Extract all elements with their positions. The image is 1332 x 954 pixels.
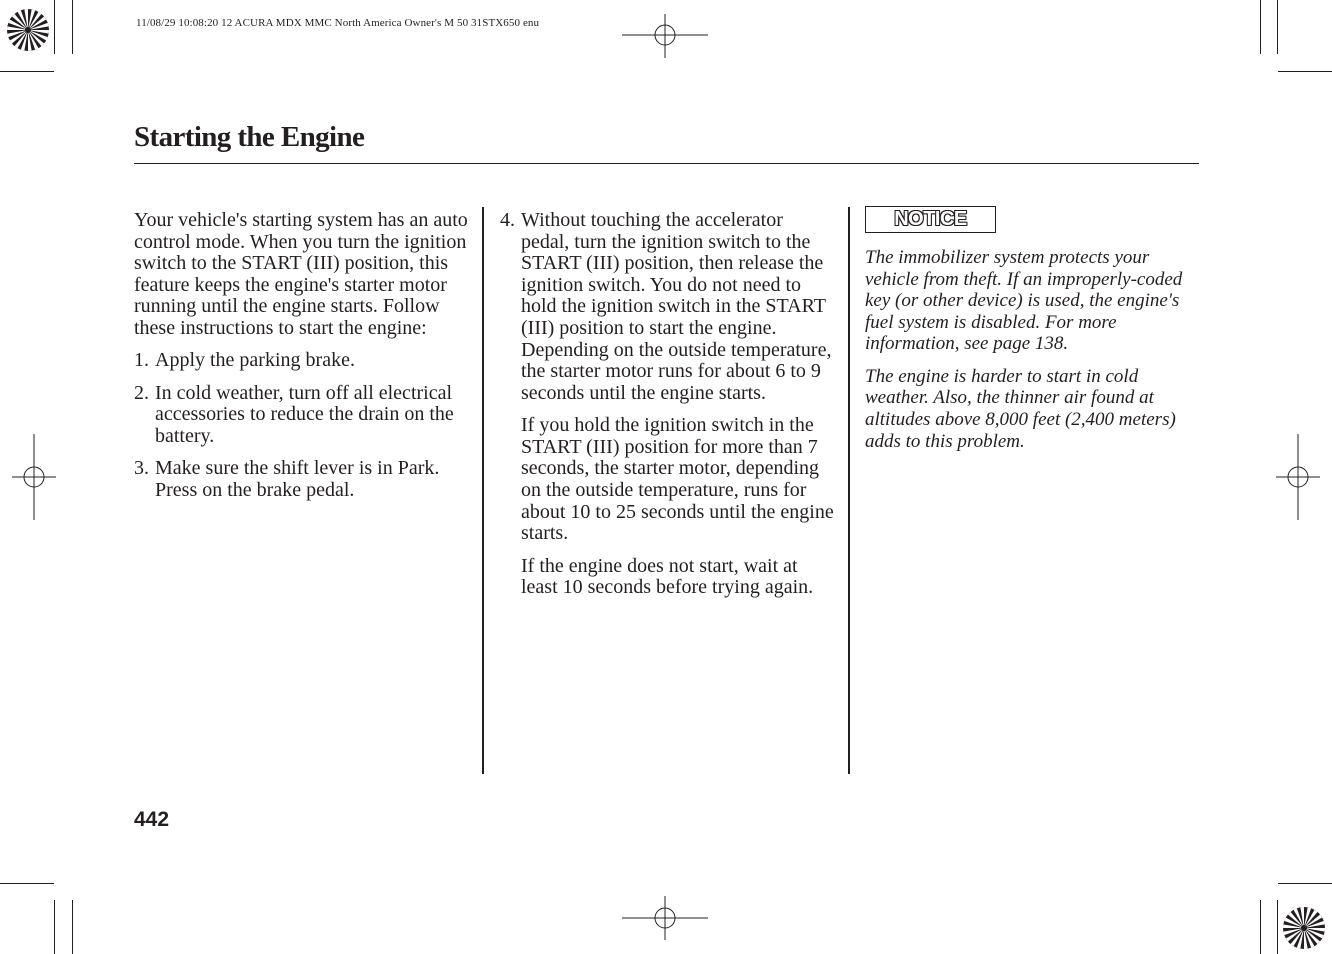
- step-number: 3.: [134, 457, 149, 480]
- crop-mark: [1278, 71, 1332, 72]
- hold-switch-paragraph: If you hold the ignition switch in the START (III) position for more than 7 seconds, the starter motor, depending on the outside temperature, runs for about 10 to 25 seconds until the engine starts.: [521, 414, 834, 545]
- starburst-target-icon: [1282, 906, 1326, 950]
- crop-mark: [54, 900, 55, 954]
- crop-mark: [1277, 0, 1278, 54]
- page-number: 442: [134, 808, 170, 831]
- wait-paragraph: If the engine does not start, wait at least 10 seconds before trying again.: [521, 554, 814, 599]
- step-2: [134, 383, 474, 448]
- step-3: [134, 458, 474, 501]
- notice-label: NOTICE: [894, 207, 967, 230]
- step-1: [134, 350, 474, 372]
- column-divider: [848, 207, 850, 774]
- notice-badge: [865, 206, 996, 233]
- crop-mark: [0, 71, 54, 72]
- title-divider: [134, 163, 1199, 164]
- crop-mark: [1278, 883, 1332, 884]
- step-text: Make sure the shift lever is in Park. Press on the brake pedal.: [155, 457, 440, 501]
- step-text: In cold weather, turn off all electrical accessories to reduce the drain on the battery.: [155, 381, 454, 447]
- crop-mark: [1277, 900, 1278, 954]
- registration-mark-icon: [1276, 434, 1320, 520]
- print-header: 11/08/29 10:08:20 12 ACURA MDX MMC North America Owner's M 50 31STX650 enu: [136, 17, 540, 29]
- step-text: Without touching the accelerator pedal, turn the ignition switch to the START (III) position, then release the ignition switch. You do not need to hold the ignition switch in the START (III) position to start the engine. Depending on the outside temperature, the starter motor runs for about 6 to 9 seconds until the engine starts.: [521, 209, 832, 404]
- registration-mark-icon: [12, 434, 56, 520]
- crop-mark: [1260, 900, 1261, 954]
- notice-paragraph: The immobilizer system protects your vehicle from theft. If an improperly-coded key (or other device) is used, the engine's fuel system is disabled. For more information, see page 138.: [865, 247, 1183, 355]
- column-1: [134, 210, 474, 502]
- step-number: 2.: [134, 381, 149, 404]
- crop-mark: [72, 900, 73, 954]
- registration-mark-icon: [622, 896, 708, 940]
- intro-paragraph: Your vehicle's starting system has an auto control mode. When you turn the ignition switch to the START (III) position, this feature keeps the engine's starter motor running until the engine starts. Follow these instructions to start the engine:: [134, 209, 468, 339]
- crop-mark: [72, 0, 73, 54]
- registration-mark-icon: [622, 14, 708, 58]
- step-4: [500, 210, 835, 404]
- starburst-target-icon: [6, 8, 50, 52]
- column-2: [500, 210, 835, 599]
- column-divider: [482, 207, 484, 774]
- crop-mark: [0, 883, 54, 884]
- cold-weather-paragraph: The engine is harder to start in cold weather. Also, the thinner air found at altitudes above 8,000 feet (2,400 meters) adds to this problem.: [865, 365, 1176, 452]
- step-number: 1.: [134, 349, 149, 372]
- column-3: [865, 206, 1195, 452]
- crop-mark: [54, 0, 55, 54]
- step-text: Apply the parking brake.: [155, 349, 355, 372]
- step-number: 4.: [500, 209, 515, 231]
- crop-mark: [1260, 0, 1261, 54]
- page-title: Starting the Engine: [134, 121, 365, 153]
